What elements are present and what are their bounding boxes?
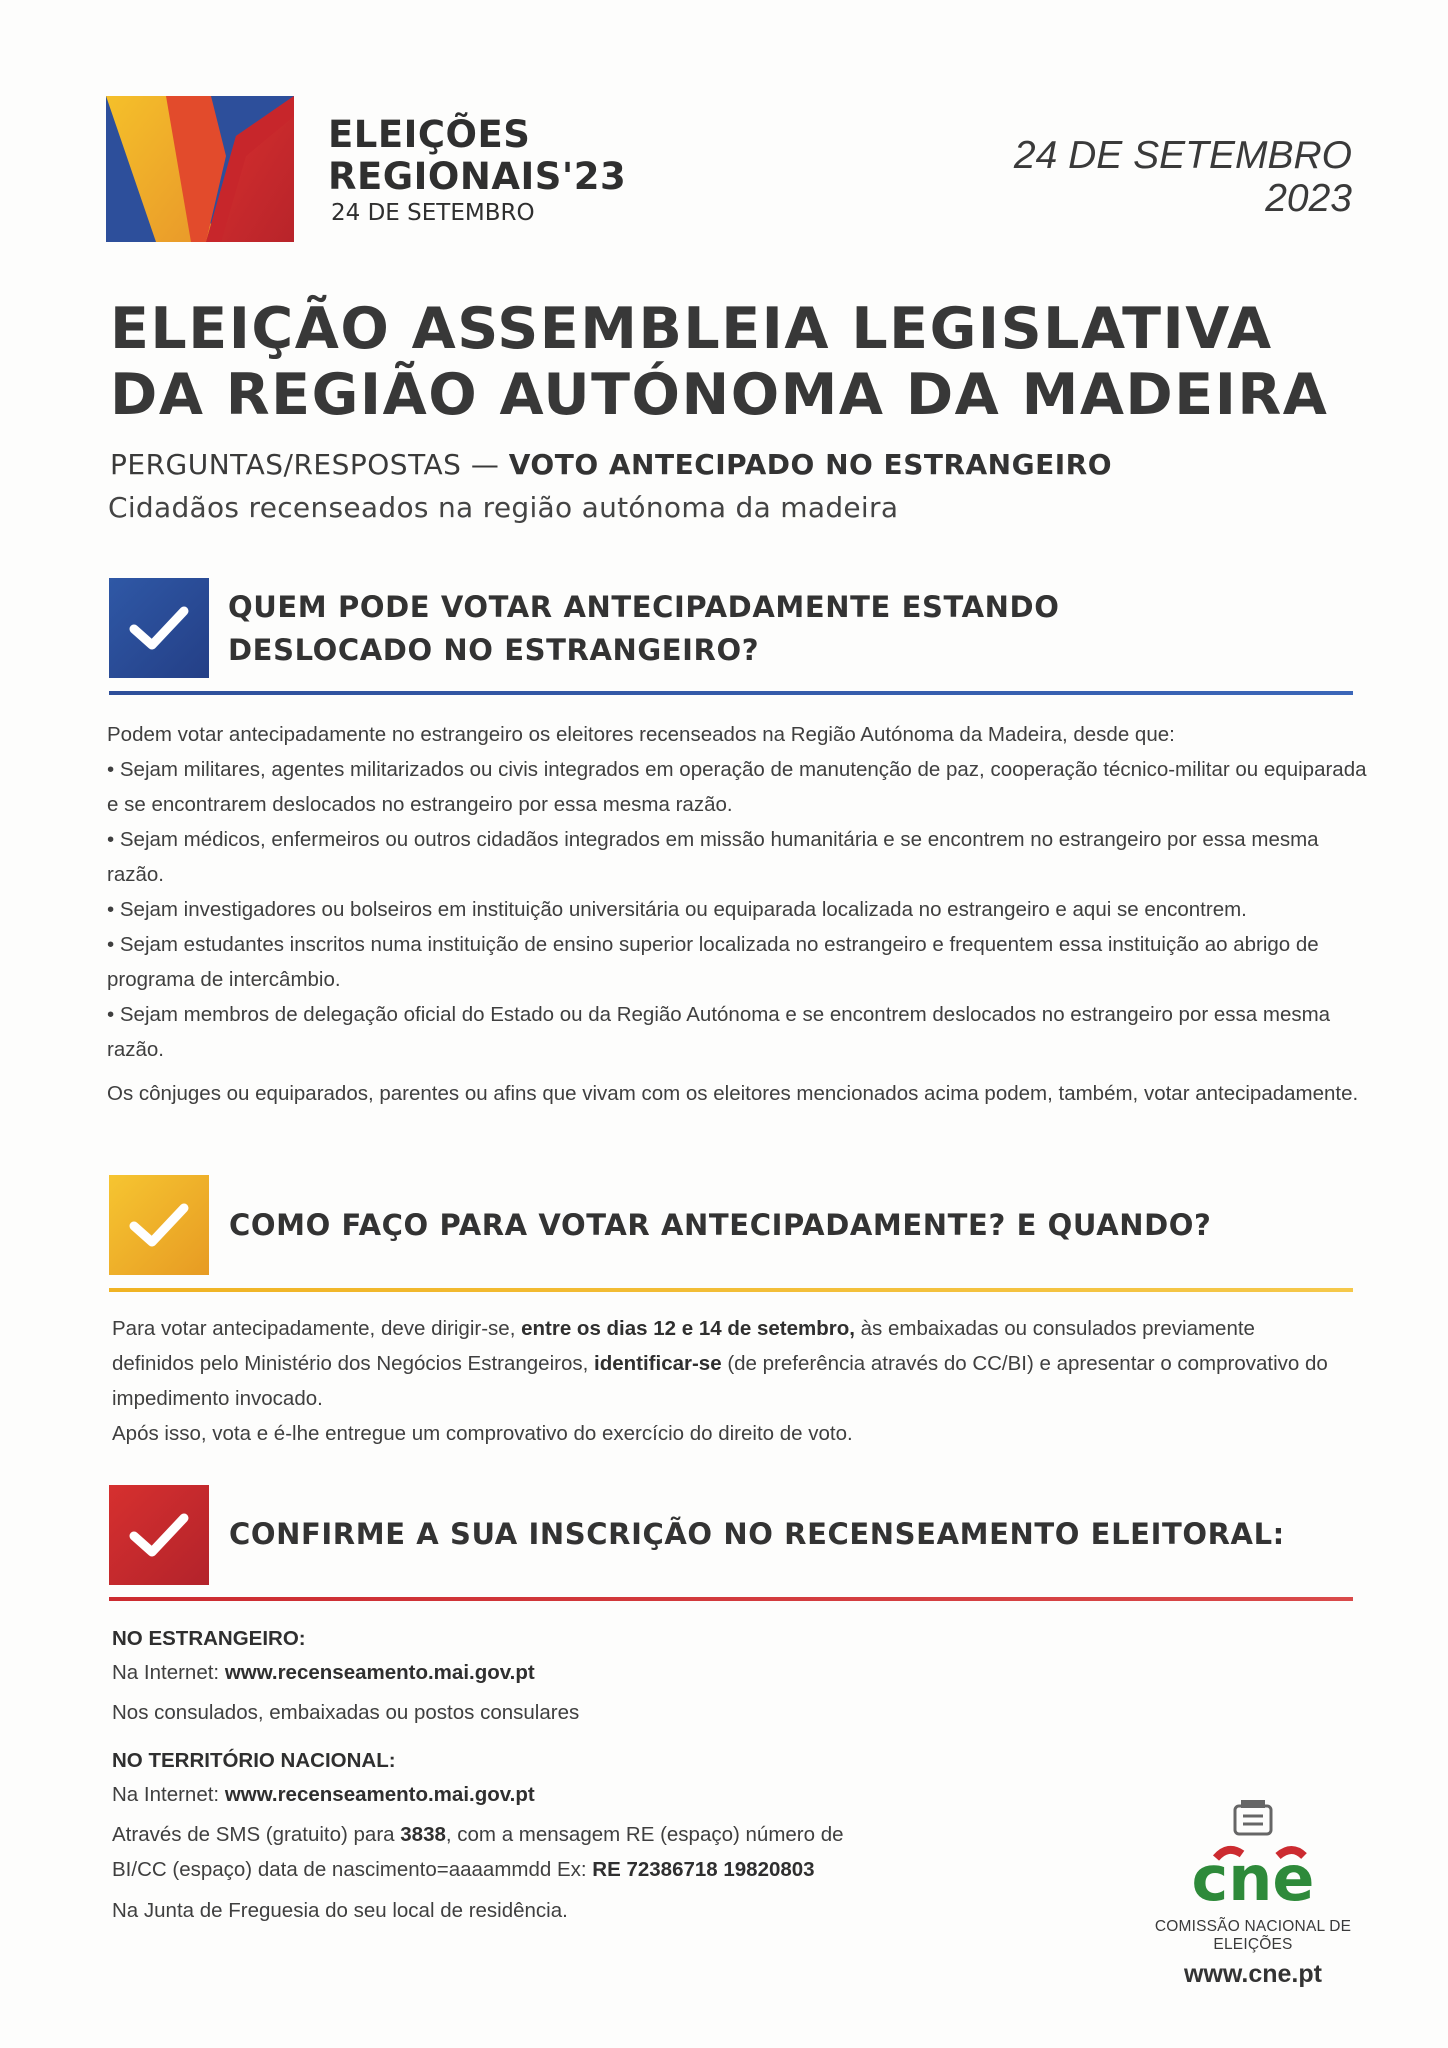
- national-internet-label: Na Internet:: [112, 1783, 225, 1806]
- abroad-internet-label: Na Internet:: [112, 1661, 225, 1684]
- page-title-line-2: DA REGIÃO AUTÓNOMA DA MADEIRA: [110, 362, 1329, 428]
- sms-text-b: , com a mensagem RE (espaço) número de: [445, 1823, 844, 1846]
- section-2-dates: entre os dias 12 e 14 de setembro,: [521, 1317, 855, 1340]
- sms-example: RE 72386718 19820803: [592, 1858, 815, 1881]
- sms-text-a: Através de SMS (gratuito) para: [112, 1823, 401, 1846]
- section-1-intro: Podem votar antecipadamente no estrangeiro os eleitores recenseados na Região Autónoma da Madeira, desde que:: [107, 723, 1175, 746]
- sms-line-2: [112, 1858, 815, 1882]
- section-2-body: [112, 1311, 1332, 1451]
- section-2-text-e: (de preferência através do CC/BI) e apresentar o comprovativo do impedimento invocado.: [112, 1352, 1328, 1410]
- cne-emblem-icon: [1128, 1800, 1378, 1910]
- section-1-bullet-5: • Sejam membros de delegação oficial do Estado ou da Região Autónoma e se encontrem deslocados no estrangeiro por essa mesma razão.: [107, 1003, 1331, 1061]
- section-1-closing: Os cônjuges ou equiparados, parentes ou afins que vivam com os eleitores mencionados acima podem, também, votar antecipadamente.: [107, 1082, 1359, 1105]
- elections-logo-mark: [106, 96, 294, 242]
- section-1-title-line-1: QUEM PODE VOTAR ANTECIPADAMENTE ESTANDO: [228, 590, 1060, 624]
- section-2-text-c: às embaixadas ou consulados previamente definidos pelo Ministério dos Negócios Estrangeiros,: [112, 1317, 1255, 1375]
- abroad-internet-link[interactable]: www.recenseamento.mai.gov.pt: [224, 1661, 535, 1684]
- cne-website-link[interactable]: www.cne.pt: [1184, 1960, 1322, 1988]
- section-2-paragraph-1: [112, 1311, 1332, 1416]
- section-1-title: [228, 586, 1059, 672]
- logo-line-2: REGIONAIS'23: [328, 155, 627, 198]
- section-3-checkmark-icon: [109, 1485, 209, 1585]
- subtitle-faq: [110, 448, 1112, 481]
- section-1-bullet-4: • Sejam estudantes inscritos numa instituição de ensino superior localizada no estrangeiro e frequentem essa instituição ao abrigo de programa de intercâmbio.: [107, 933, 1319, 991]
- section-2-text-a: Para votar antecipadamente, deve dirigir-se,: [112, 1317, 522, 1340]
- section-2-checkmark-icon: [109, 1175, 209, 1275]
- section-2-title: COMO FAÇO PARA VOTAR ANTECIPADAMENTE? E QUANDO?: [229, 1208, 1212, 1242]
- abroad-internet-line: [112, 1661, 535, 1685]
- logo-subline: 24 DE SETEMBRO: [331, 200, 535, 226]
- section-1-title-line-2: DESLOCADO NO ESTRANGEIRO?: [228, 633, 760, 667]
- section-3-title: CONFIRME A SUA INSCRIÇÃO NO RECENSEAMENTO ELEITORAL:: [229, 1517, 1285, 1551]
- section-1-body: [107, 717, 1369, 1111]
- sms-number: 3838: [400, 1823, 446, 1846]
- cne-logo-block: [1128, 1800, 1378, 1989]
- abroad-consulates-line: Nos consulados, embaixadas ou postos consulares: [112, 1701, 580, 1724]
- section-1-bullet-2: • Sejam médicos, enfermeiros ou outros cidadãos integrados em missão humanitária e se encontrem no estrangeiro por essa mesma razão.: [107, 828, 1319, 886]
- subtitle-bold: VOTO ANTECIPADO NO ESTRANGEIRO: [508, 448, 1113, 481]
- sms-text-c: BI/CC (espaço) data de nascimento=aaaammdd Ex:: [112, 1858, 593, 1881]
- election-date: [1014, 134, 1352, 220]
- national-heading: NO TERRITÓRIO NACIONAL:: [112, 1749, 396, 1772]
- page-title-line-1: ELEIÇÃO ASSEMBLEIA LEGISLATIVA: [110, 296, 1273, 362]
- election-date-line-2: 2023: [1265, 177, 1352, 220]
- national-internet-line: [112, 1783, 535, 1807]
- abroad-heading: NO ESTRANGEIRO:: [112, 1627, 306, 1650]
- page-title: [110, 296, 1350, 428]
- section-1-bullet-3: • Sejam investigadores ou bolseiros em instituição universitária ou equiparada localizada no estrangeiro e aqui se encontrem.: [107, 898, 1247, 921]
- elections-logo-wordmark: [328, 114, 626, 226]
- subtitle-audience: Cidadãos recenseados na região autónoma da madeira: [108, 491, 899, 524]
- cne-logo-text: cne: [1191, 1842, 1315, 1910]
- sms-line-1: [112, 1823, 844, 1847]
- section-1-bullet-1: • Sejam militares, agentes militarizados ou civis integrados em operação de manutenção de paz, cooperação técnico-militar ou equiparada e se encontrarem deslocados no estrangeiro por essa mesma razão.: [107, 758, 1367, 816]
- section-2-identify: identificar-se: [594, 1352, 722, 1375]
- section-3-divider: [109, 1597, 1353, 1601]
- section-1-checkmark-icon: [109, 578, 209, 678]
- cne-caption: COMISSÃO NACIONAL DE ELEIÇÕES: [1154, 1918, 1352, 1953]
- section-2-divider: [109, 1288, 1353, 1292]
- subtitle-prefix: PERGUNTAS/RESPOSTAS —: [110, 448, 509, 481]
- section-1-divider: [109, 691, 1353, 695]
- junta-line: Na Junta de Freguesia do seu local de residência.: [112, 1899, 568, 1922]
- national-internet-link[interactable]: www.recenseamento.mai.gov.pt: [224, 1783, 535, 1806]
- section-2-paragraph-2: Após isso, vota e é-lhe entregue um comprovativo do exercício do direito de voto.: [112, 1422, 853, 1445]
- logo-line-1: ELEIÇÕES: [328, 113, 531, 156]
- election-date-line-1: 24 DE SETEMBRO: [1013, 134, 1352, 177]
